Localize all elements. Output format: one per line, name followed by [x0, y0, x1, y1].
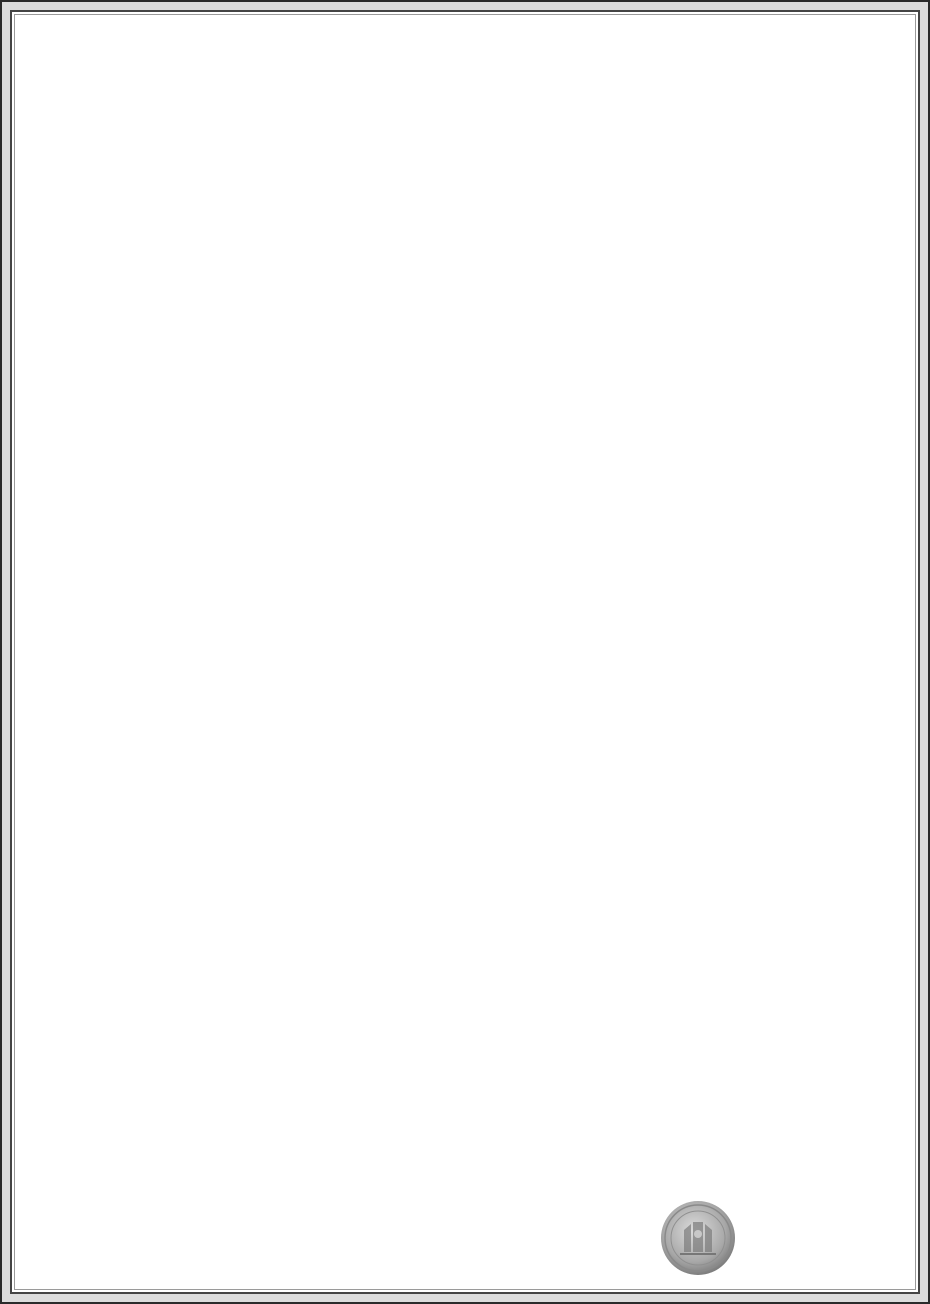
seal-icon: [660, 1200, 736, 1276]
page-inner-border: [14, 14, 916, 1290]
